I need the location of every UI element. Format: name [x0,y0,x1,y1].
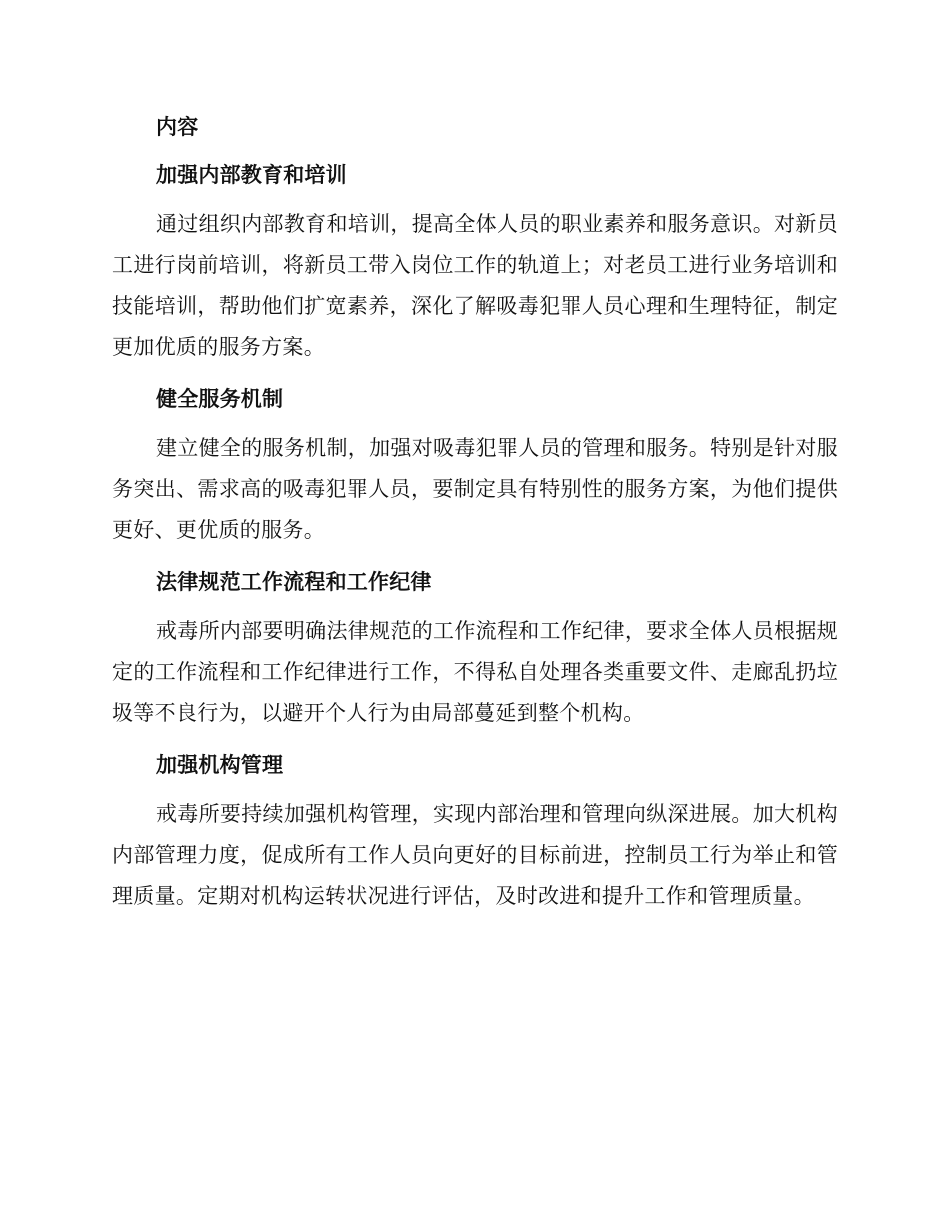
section-title: 健全服务机制 [156,387,284,411]
section-paragraph: 戒毒所要持续加强机构管理，实现内部治理和管理向纵深进展。加大机构内部管理力度，促成所有工作人员向更好的目标前进，控制员工行为举止和管理质量。定期对机构运转状况进行评估，及时改进和提升工作和管理质量。 [112,802,838,908]
section-paragraph: 戒毒所内部要明确法律规范的工作流程和工作纪律，要求全体人员根据规定的工作流程和工作纪律进行工作，不得私自处理各类重要文件、走廊乱扔垃圾等不良行为，以避开个人行为由局部蔓延到整个机构。 [112,619,838,725]
document-heading: 内容 [156,115,199,139]
section-workflow-discipline [112,565,838,734]
section-title: 加强内部教育和培训 [156,163,347,187]
section-paragraph: 建立健全的服务机制，加强对吸毒犯罪人员的管理和服务。特别是针对服务突出、需求高的吸毒犯罪人员，要制定具有特别性的服务方案，为他们提供更好、更优质的服务。 [112,436,838,542]
section-paragraph: 通过组织内部教育和培训，提高全体人员的职业素养和服务意识。对新员工进行岗前培训，将新员工带入岗位工作的轨道上；对老员工进行业务培训和技能培训，帮助他们扩宽素养，深化了解吸毒犯罪人员心理和生理特征，制定更加优质的服务方案。 [112,212,838,359]
section-title: 法律规范工作流程和工作纪律 [156,570,432,594]
section-education-training [112,158,838,368]
section-title: 加强机构管理 [156,753,284,777]
section-service-mechanism [112,382,838,551]
section-institution-management [112,748,838,917]
